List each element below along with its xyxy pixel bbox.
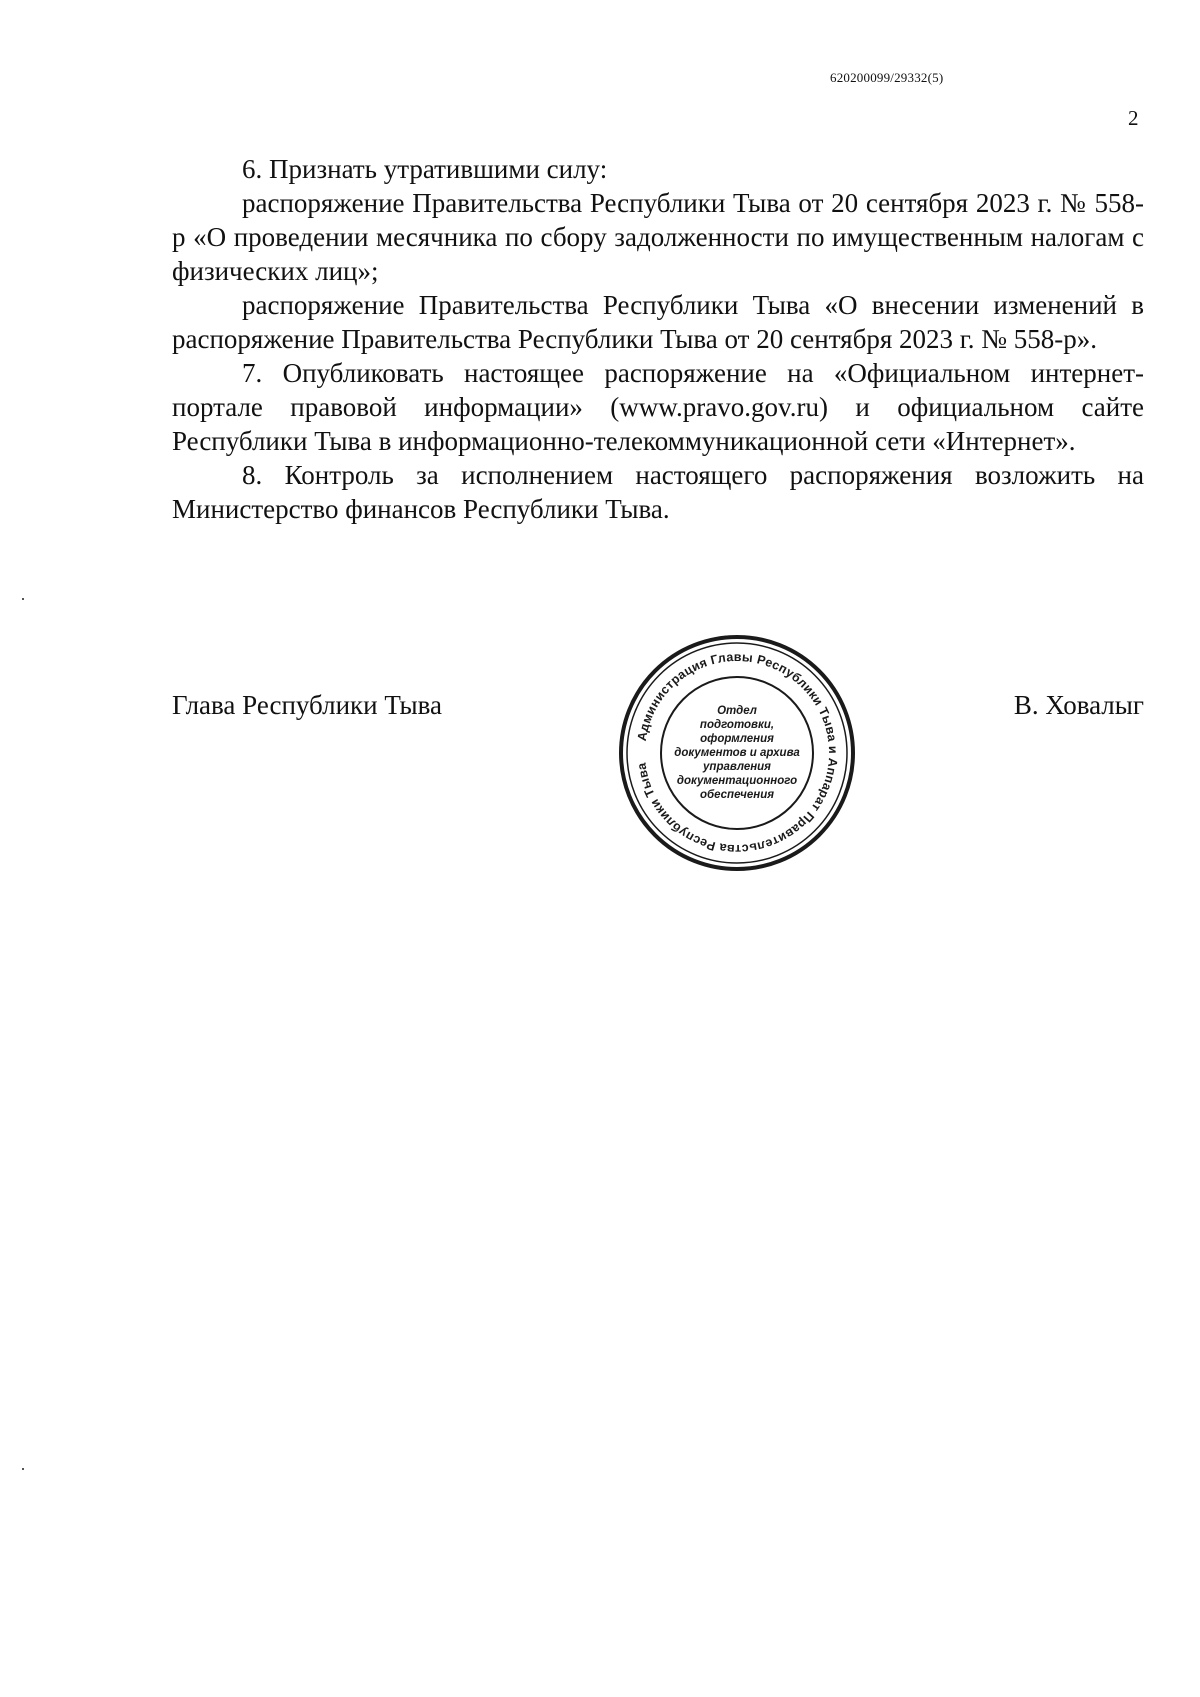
stamp-line-5: управления [703, 761, 771, 773]
stamp-outer-text: Администрация Главы Республики Тыва и Аппарат Правительства Республики Тыва [634, 649, 841, 857]
signatory-title: Глава Республики Тыва [172, 690, 443, 720]
paragraph-7: 7. Опубликовать настоящее распоряжение на «Официальном интернет-портале правовой информации» (www.pravo.gov.ru) и официальном сайте Республики Тыва в информационно-телекоммуникационной сети «Интернет». [172, 358, 1144, 456]
paragraph-6-item-1: распоряжение Правительства Республики Тыва от 20 сентября 2023 г. № 558-р «О проведении месячника по сбору задолженности по имущественным налогам с физических лиц»; [172, 188, 1144, 286]
scan-speck [22, 598, 24, 600]
stamp-line-7: обеспечения [699, 789, 775, 801]
paragraph-6: 6. Признать утратившими силу: [242, 154, 608, 184]
stamp-line-6: документационного [676, 775, 798, 787]
stamp-line-3: оформления [700, 733, 774, 745]
scan-speck [22, 1468, 24, 1470]
signatory-name: В. Ховалыг [1013, 690, 1144, 720]
document-body [172, 152, 1144, 526]
stamp-line-4: документов и архива [674, 747, 800, 759]
paragraph-6-item-2: распоряжение Правительства Республики Тыва «О внесении изменений в распоряжение Правительства Республики Тыва от 20 сентября 2023 г. № 558-р». [172, 290, 1144, 354]
page-number: 2 [1128, 106, 1139, 130]
stamp-line-2: подготовки, [699, 719, 775, 731]
stamp-line-1: Отдел [717, 705, 757, 717]
document-code: 620200099/29332(5) [830, 70, 944, 85]
official-stamp [612, 628, 862, 878]
paragraph-8: 8. Контроль за исполнением настоящего распоряжения возложить на Министерство финансов Республики Тыва. [172, 460, 1144, 524]
